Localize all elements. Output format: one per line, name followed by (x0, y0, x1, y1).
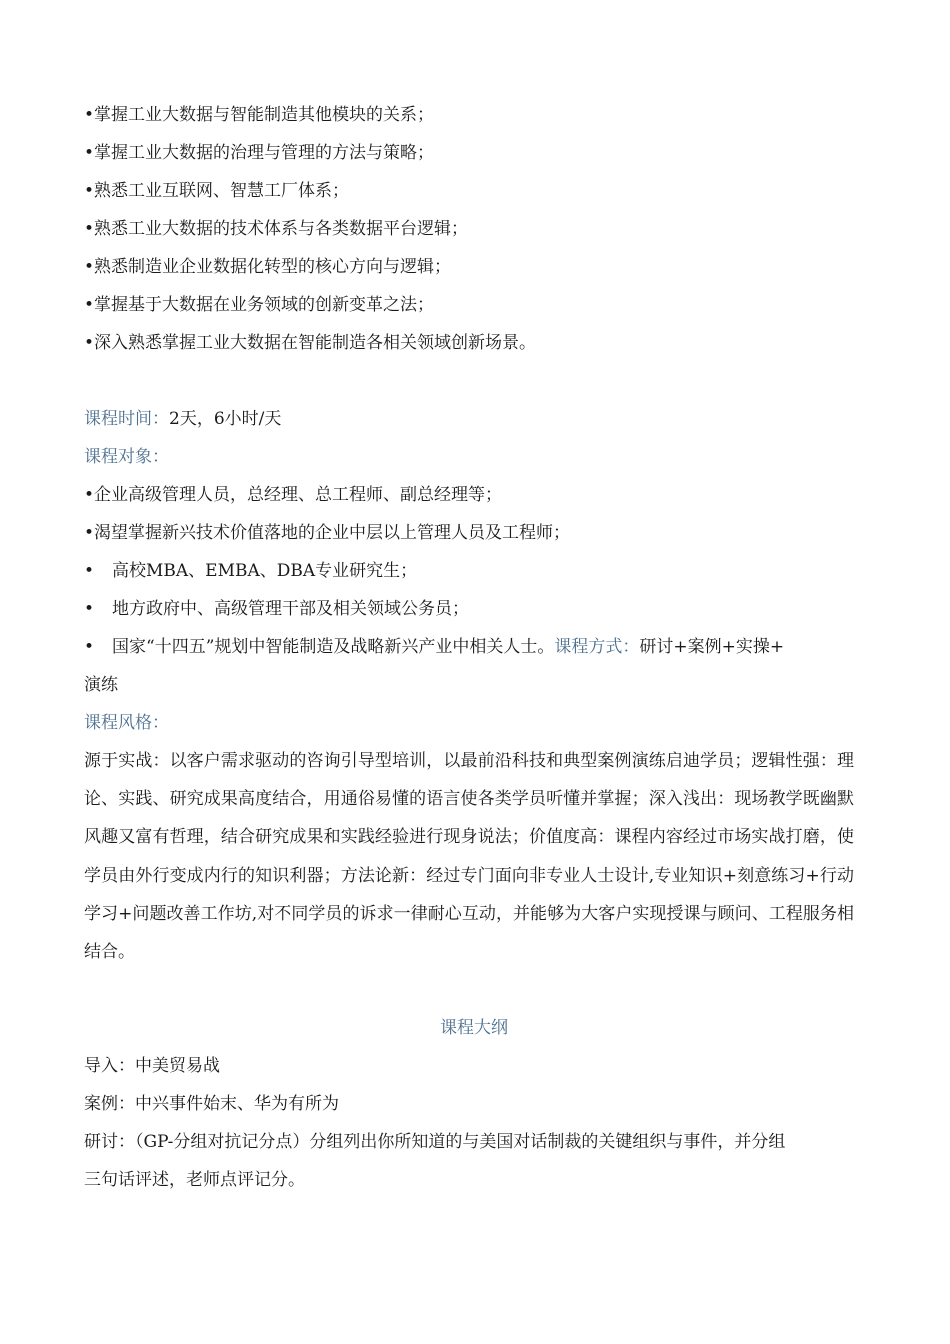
course-style-label: 课程风格： (84, 713, 169, 733)
document-page (84, 96, 874, 1199)
spacer (84, 971, 874, 1009)
list-item: •熟悉工业互联网、智慧工厂体系； (84, 181, 350, 201)
list-item (84, 628, 874, 666)
audience-label: 课程对象： (84, 447, 169, 467)
list-item-text: 国家“十四五”规划中智能制造及战略新兴产业中相关人士。 (112, 637, 555, 657)
course-method-continuation: 演练 (84, 675, 118, 695)
course-method-value: 研讨+案例+实操+ (639, 637, 785, 657)
outline-case: 案例：中兴事件始末、华为有所为 (84, 1094, 339, 1115)
list-item: •熟悉制造业企业数据化转型的核心方向与逻辑； (84, 257, 452, 277)
bullet: • (84, 599, 95, 619)
list-item: •掌握基于大数据在业务领域的创新变革之法； (84, 295, 435, 315)
outline-closing: 三句话评述，老师点评记分。 (84, 1170, 305, 1191)
outline-intro: 导入：中美贸易战 (84, 1056, 220, 1077)
bullet: • (84, 637, 95, 657)
spacer (84, 362, 874, 400)
list-item: •掌握工业大数据与智能制造其他模块的关系； (84, 105, 435, 125)
list-item: •熟悉工业大数据的技术体系与各类数据平台逻辑； (84, 219, 469, 239)
list-item (84, 590, 874, 628)
list-item-text: 高校MBA、EMBA、DBA专业研究生； (112, 561, 418, 581)
course-time-value: 2天，6小时/天 (169, 409, 282, 429)
outline-discussion: 研讨：（GP-分组对抗记分点）分组列出你所知道的与美国对话制裁的关键组织与事件，并分组 (84, 1132, 786, 1153)
list-item: •企业高级管理人员，总经理、总工程师、副总经理等； (84, 485, 503, 505)
course-time-label: 课程时间： (84, 409, 169, 429)
list-item: •掌握工业大数据的治理与管理的方法与策略； (84, 143, 435, 163)
list-item: •渴望掌握新兴技术价值落地的企业中层以上管理人员及工程师； (84, 523, 571, 543)
course-time (84, 400, 874, 438)
list-item: •深入熟悉掌握工业大数据在智能制造各相关领域创新场景。 (84, 333, 537, 353)
course-method-label: 课程方式： (554, 637, 640, 657)
bullet: • (84, 561, 95, 581)
objectives-list (84, 96, 874, 362)
list-item-text: 地方政府中、高级管理干部及相关领域公务员； (112, 599, 469, 619)
list-item (84, 552, 874, 590)
outline-title: 课程大纲 (440, 1018, 508, 1039)
course-style-paragraph: 源于实战：以客户需求驱动的咨询引导型培训，以最前沿科技和典型案例演练启迪学员；逻辑性强：理论、实践、研究成果高度结合，用通俗易懂的语言使各类学员听懂并掌握；深入浅出：现场教学既幽默风趣又富有哲理，结合研究成果和实践经验进行现身说法；价值度高：课程内容经过市场实战打磨，使学员由外行变成内行的知识利器；方法论新：经过专门面向非专业人士设计,专业知识+刻意练习+行动学习+问题改善工作坊,对不同学员的诉求一律耐心互动，并能够为大客户实现授课与顾问、工程服务相结合。 (84, 751, 854, 963)
